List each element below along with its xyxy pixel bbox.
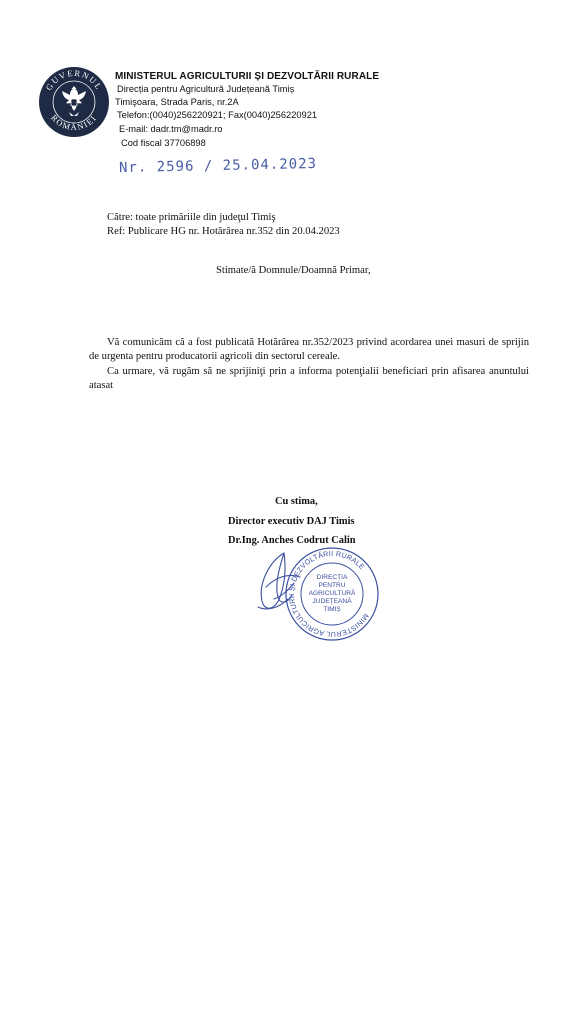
fiscal-code: Cod fiscal 37706898	[121, 138, 206, 148]
stamp-line-5: TIMIȘ	[323, 606, 341, 613]
handwritten-signature-icon	[244, 535, 334, 625]
stamp-outer-text: MINISTERUL AGRICULTURII ȘI DEZVOLTĂRII RURALE	[286, 548, 371, 640]
signatory-name: Dr.Ing. Anches Codrut Calin	[228, 535, 356, 546]
address: Timişoara, Strada Paris, nr.2A	[115, 97, 239, 107]
seal-text-top: GUVERNUL	[43, 67, 105, 93]
recipient-line: Către: toate primăriile din judeţul Timiş	[107, 212, 276, 223]
stamp-line-4: JUDEȚEANĂ	[312, 598, 352, 605]
greeting: Stimate/ă Domnule/Doamnă Primar,	[216, 265, 371, 276]
paragraph-announcement: Vă comunicăm că a fost publicată Hotărârea nr.352/2023 privind acordarea unei masuri de sprijin de urgenta pentru producatorii agricoli din sectorul cereale.	[89, 337, 529, 362]
ministry-name: MINISTERUL AGRICULTURII ȘI DEZVOLTĂRII RURALE	[115, 71, 380, 82]
stamp-line-1: DIRECȚIA	[316, 574, 348, 581]
seal-text-bottom: ROMÂNIEI	[49, 112, 99, 133]
signatory-title: Director executiv DAJ Timis	[228, 516, 355, 527]
directorate-name: Direcția pentru Agricultură Județeană Timiș	[117, 84, 295, 94]
stamp-line-2: PENTRU	[318, 582, 346, 589]
government-seal-icon	[38, 66, 110, 138]
email-address[interactable]: E-mail: dadr.tm@madr.ro	[119, 124, 223, 134]
reference-line: Ref: Publicare HG nr. Hotărârea nr.352 din 20.04.2023	[107, 226, 340, 237]
paragraph-request: Ca urmare, vă rugăm să ne sprijiniţi prin a informa potenţialii beneficiari prin afisarea anuntului atasat	[89, 366, 529, 391]
phone-fax: Telefon:(0040)256220921; Fax(0040)256220921	[117, 110, 318, 120]
closing: Cu stima,	[275, 496, 318, 507]
registration-number: Nr. 2596 / 25.04.2023	[118, 155, 318, 177]
stamp-line-3: AGRICULTURĂ	[308, 590, 356, 597]
